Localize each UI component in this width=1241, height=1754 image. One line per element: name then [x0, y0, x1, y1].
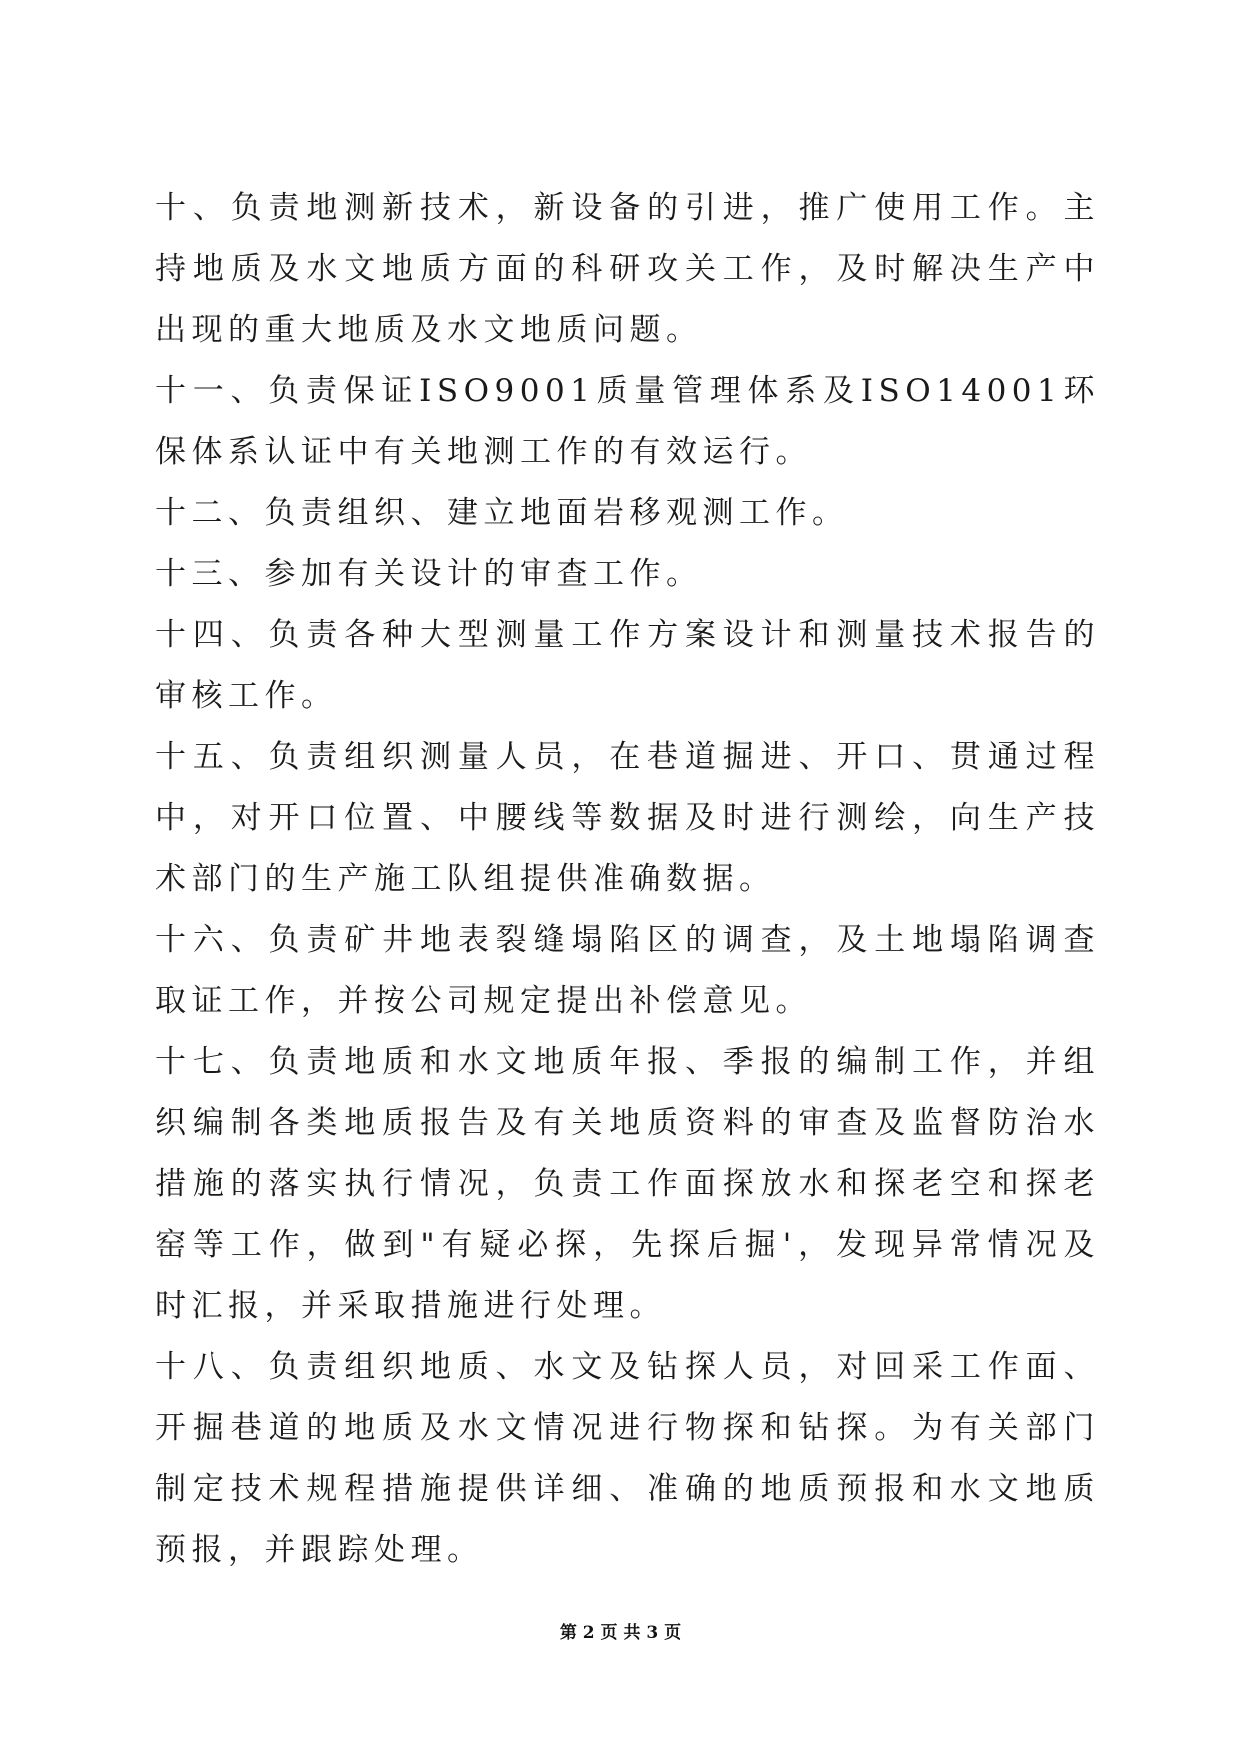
paragraph-10: 十、负责地测新技术，新设备的引进，推广使用工作。主持地质及水文地质方面的科研攻关工作，及时解决生产中出现的重大地质及水文地质问题。 — [155, 190, 1100, 348]
paragraph-13: 十三、参加有关设计的审查工作。 — [155, 556, 703, 592]
paragraph-12: 十二、负责组织、建立地面岩移观测工作。 — [155, 495, 849, 531]
paragraph-16: 十六、负责矿井地表裂缝塌陷区的调查，及土地塌陷调查取证工作，并按公司规定提出补偿意见。 — [155, 922, 1100, 1019]
paragraph-18: 十八、负责组织地质、水文及钻探人员，对回采工作面、开掘巷道的地质及水文情况进行物探和钻探。为有关部门制定技术规程措施提供详细、准确的地质预报和水文地质预报，并跟踪处理。 — [155, 1349, 1100, 1568]
document-body — [155, 178, 1100, 1581]
paragraph-11: 十一、负责保证ISO9001质量管理体系及ISO14001环保体系认证中有关地测工作的有效运行。 — [155, 373, 1100, 470]
paragraph-14: 十四、负责各种大型测量工作方案设计和测量技术报告的审核工作。 — [155, 617, 1100, 714]
paragraph-15: 十五、负责组织测量人员，在巷道掘进、开口、贯通过程中，对开口位置、中腰线等数据及时进行测绘，向生产技术部门的生产施工队组提供准确数据。 — [155, 739, 1100, 897]
page-number-footer: 第 2 页 共 3 页 — [559, 1623, 682, 1643]
paragraph-17: 十七、负责地质和水文地质年报、季报的编制工作，并组织编制各类地质报告及有关地质资料的审查及监督防治水措施的落实执行情况，负责工作面探放水和探老空和探老窑等工作，做到"有疑必探，先探后掘'，发现异常情况及时汇报，并采取措施进行处理。 — [155, 1044, 1100, 1324]
